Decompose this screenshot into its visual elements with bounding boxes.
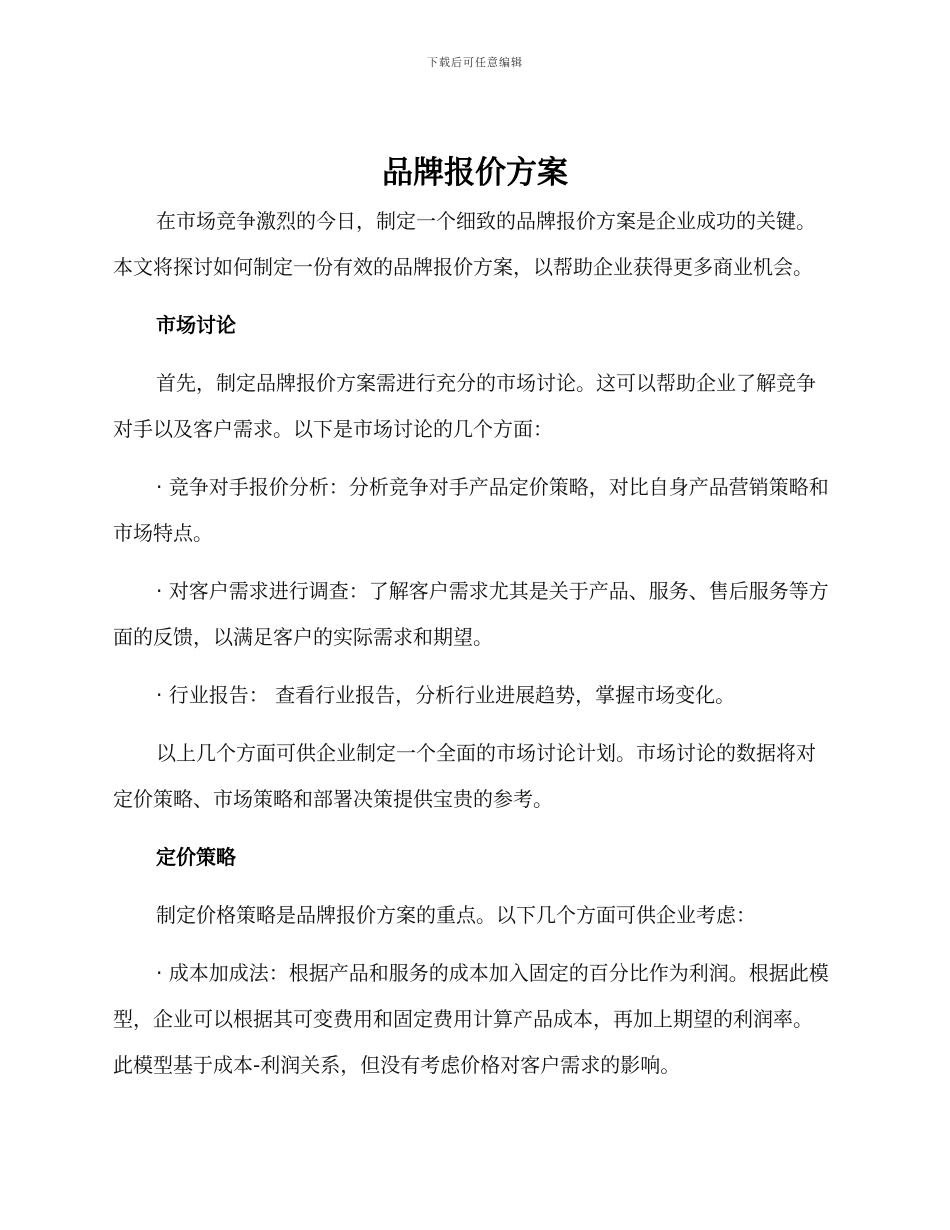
section-heading-market: 市场讨论 bbox=[156, 313, 236, 337]
bullet-cost-plus: · 成本加成法：根据产品和服务的成本加入固定的百分比作为利润。根据此模型，企业可以根据其可变费用和固定费用计算产品成本，再加上期望的利润率。此模型基于成本-利润关系，但没有考虑价格对客户需求的影响。 bbox=[113, 961, 829, 1077]
pricing-intro-paragraph: 制定价格策略是品牌报价方案的重点。以下几个方面可供企业考虑： bbox=[156, 903, 756, 927]
bullet-customer-survey: · 对客户需求进行调查：了解客户需求尤其是关于产品、服务、售后服务等方面的反馈，以满足客户的实际需求和期望。 bbox=[113, 579, 829, 649]
bullet-competitor-analysis: · 竞争对手报价分析：分析竞争对手产品定价策略，对比自身产品营销策略和市场特点。 bbox=[113, 475, 829, 545]
bullet-industry-report: · 行业报告： 查看行业报告，分析行业进展趋势，掌握市场变化。 bbox=[156, 683, 736, 707]
section-heading-pricing: 定价策略 bbox=[156, 845, 236, 869]
header-note: 下载后可任意编辑 bbox=[427, 56, 523, 69]
intro-paragraph: 在市场竞争激烈的今日，制定一个细致的品牌报价方案是企业成功的关键。本文将探讨如何制定一份有效的品牌报价方案，以帮助企业获得更多商业机会。 bbox=[113, 209, 816, 279]
market-intro-paragraph: 首先，制定品牌报价方案需进行充分的市场讨论。这可以帮助企业了解竞争对手以及客户需求。以下是市场讨论的几个方面： bbox=[113, 371, 816, 441]
market-summary-paragraph: 以上几个方面可供企业制定一个全面的市场讨论计划。市场讨论的数据将对定价策略、市场策略和部署决策提供宝贵的参考。 bbox=[113, 741, 816, 811]
document-title: 品牌报价方案 bbox=[382, 155, 568, 191]
document-body bbox=[113, 198, 831, 1088]
